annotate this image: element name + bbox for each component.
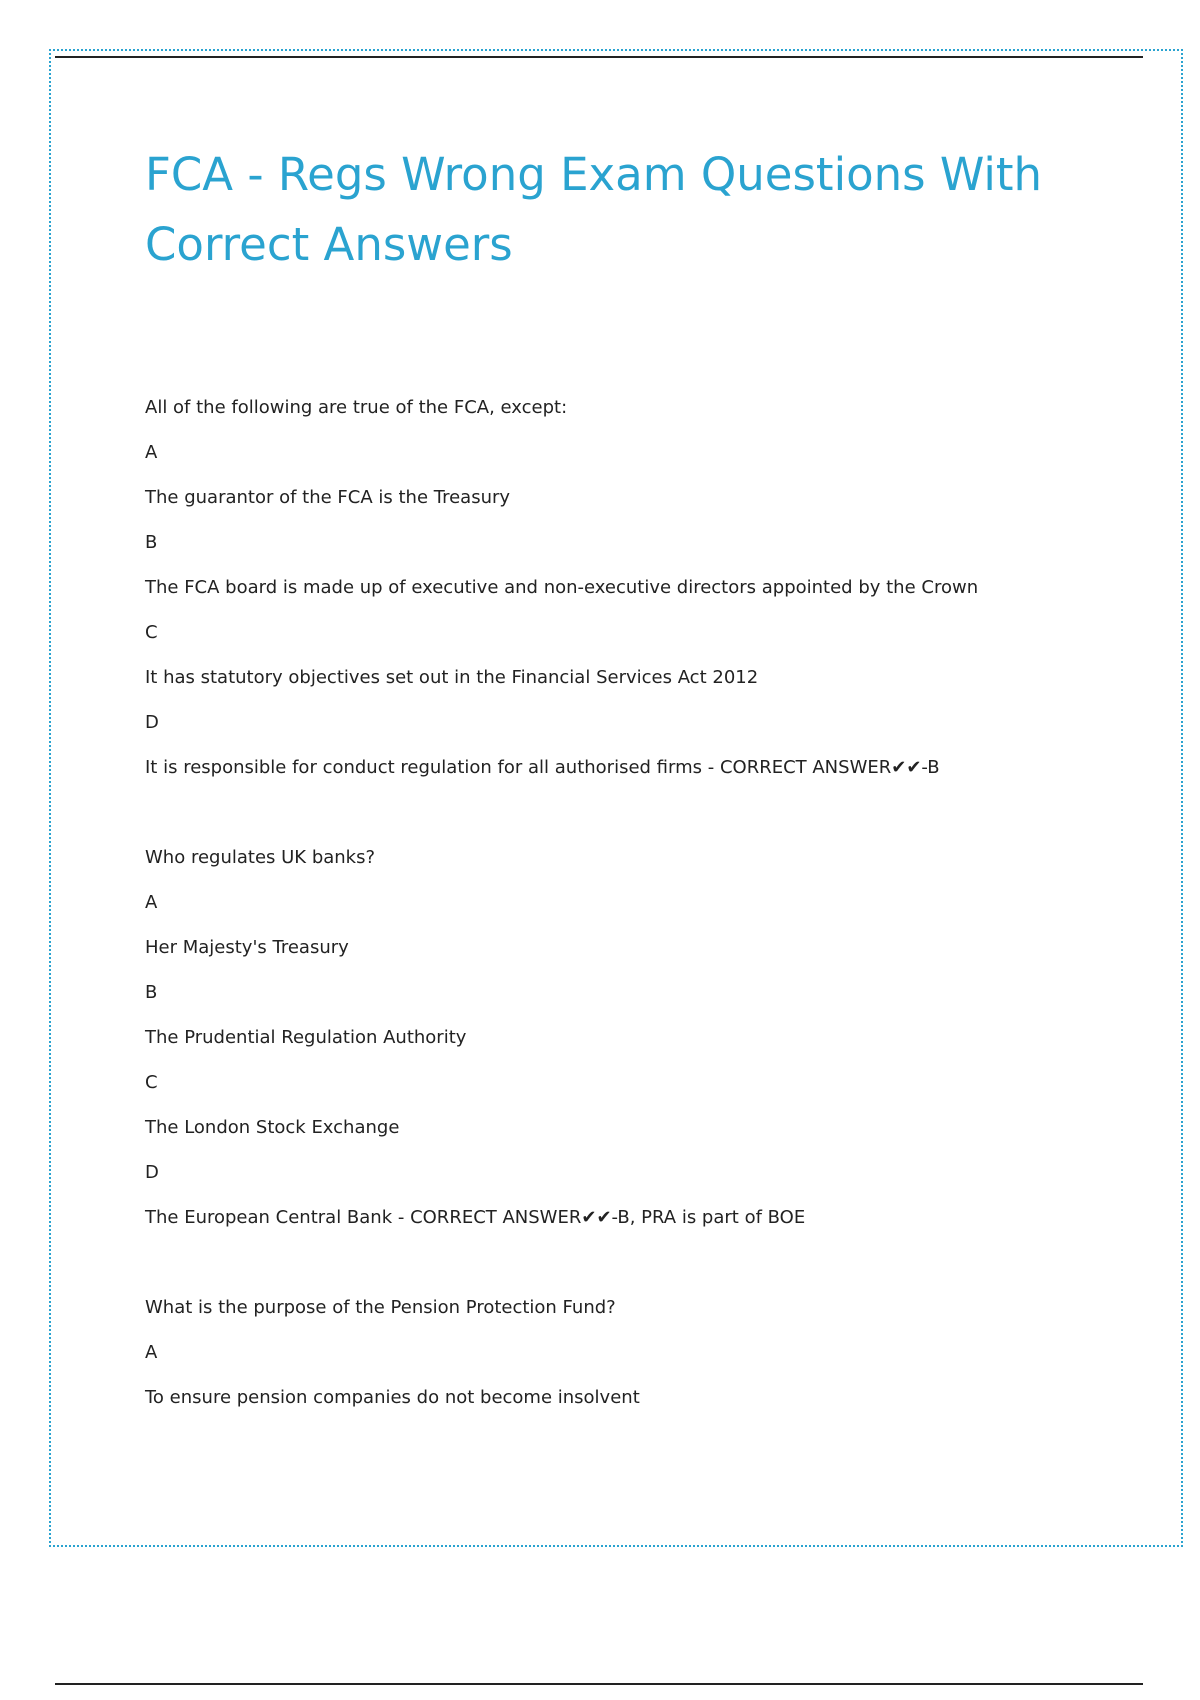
question-3: [145, 1285, 1145, 1420]
question-prompt: All of the following are true of the FCA, except:: [145, 397, 568, 418]
bottom-rule: [55, 1683, 1143, 1685]
question-1: [145, 385, 1145, 790]
question-2: [145, 835, 1145, 1240]
question-prompt: Who regulates UK banks?: [145, 847, 376, 868]
option-letter: D: [145, 1162, 159, 1183]
question-list: [145, 385, 1145, 1465]
option-letter: A: [145, 442, 158, 463]
top-rule: [55, 56, 1143, 58]
option-text: To ensure pension companies do not become insolvent: [145, 1387, 640, 1408]
option-text: The London Stock Exchange: [145, 1117, 400, 1138]
option-letter: A: [145, 1342, 158, 1363]
option-text: Her Majesty's Treasury: [145, 937, 349, 958]
option-text: The Prudential Regulation Authority: [145, 1027, 467, 1048]
option-letter: A: [145, 892, 158, 913]
option-letter: B: [145, 982, 158, 1003]
option-text: It has statutory objectives set out in the Financial Services Act 2012: [145, 667, 759, 688]
option-text: It is responsible for conduct regulation for all authorised firms - CORRECT ANSWER✔✔-B: [145, 757, 940, 778]
question-prompt: What is the purpose of the Pension Protection Fund?: [145, 1297, 616, 1318]
option-text: The European Central Bank - CORRECT ANSWER✔✔-B, PRA is part of BOE: [145, 1207, 806, 1228]
option-letter: D: [145, 712, 159, 733]
option-letter: C: [145, 622, 158, 643]
option-text: The FCA board is made up of executive and non-executive directors appointed by the Crown: [145, 577, 979, 598]
document-title: FCA - Regs Wrong Exam Questions With Correct Answers: [145, 148, 1043, 271]
option-letter: B: [145, 532, 158, 553]
option-letter: C: [145, 1072, 158, 1093]
option-text: The guarantor of the FCA is the Treasury: [145, 487, 511, 508]
